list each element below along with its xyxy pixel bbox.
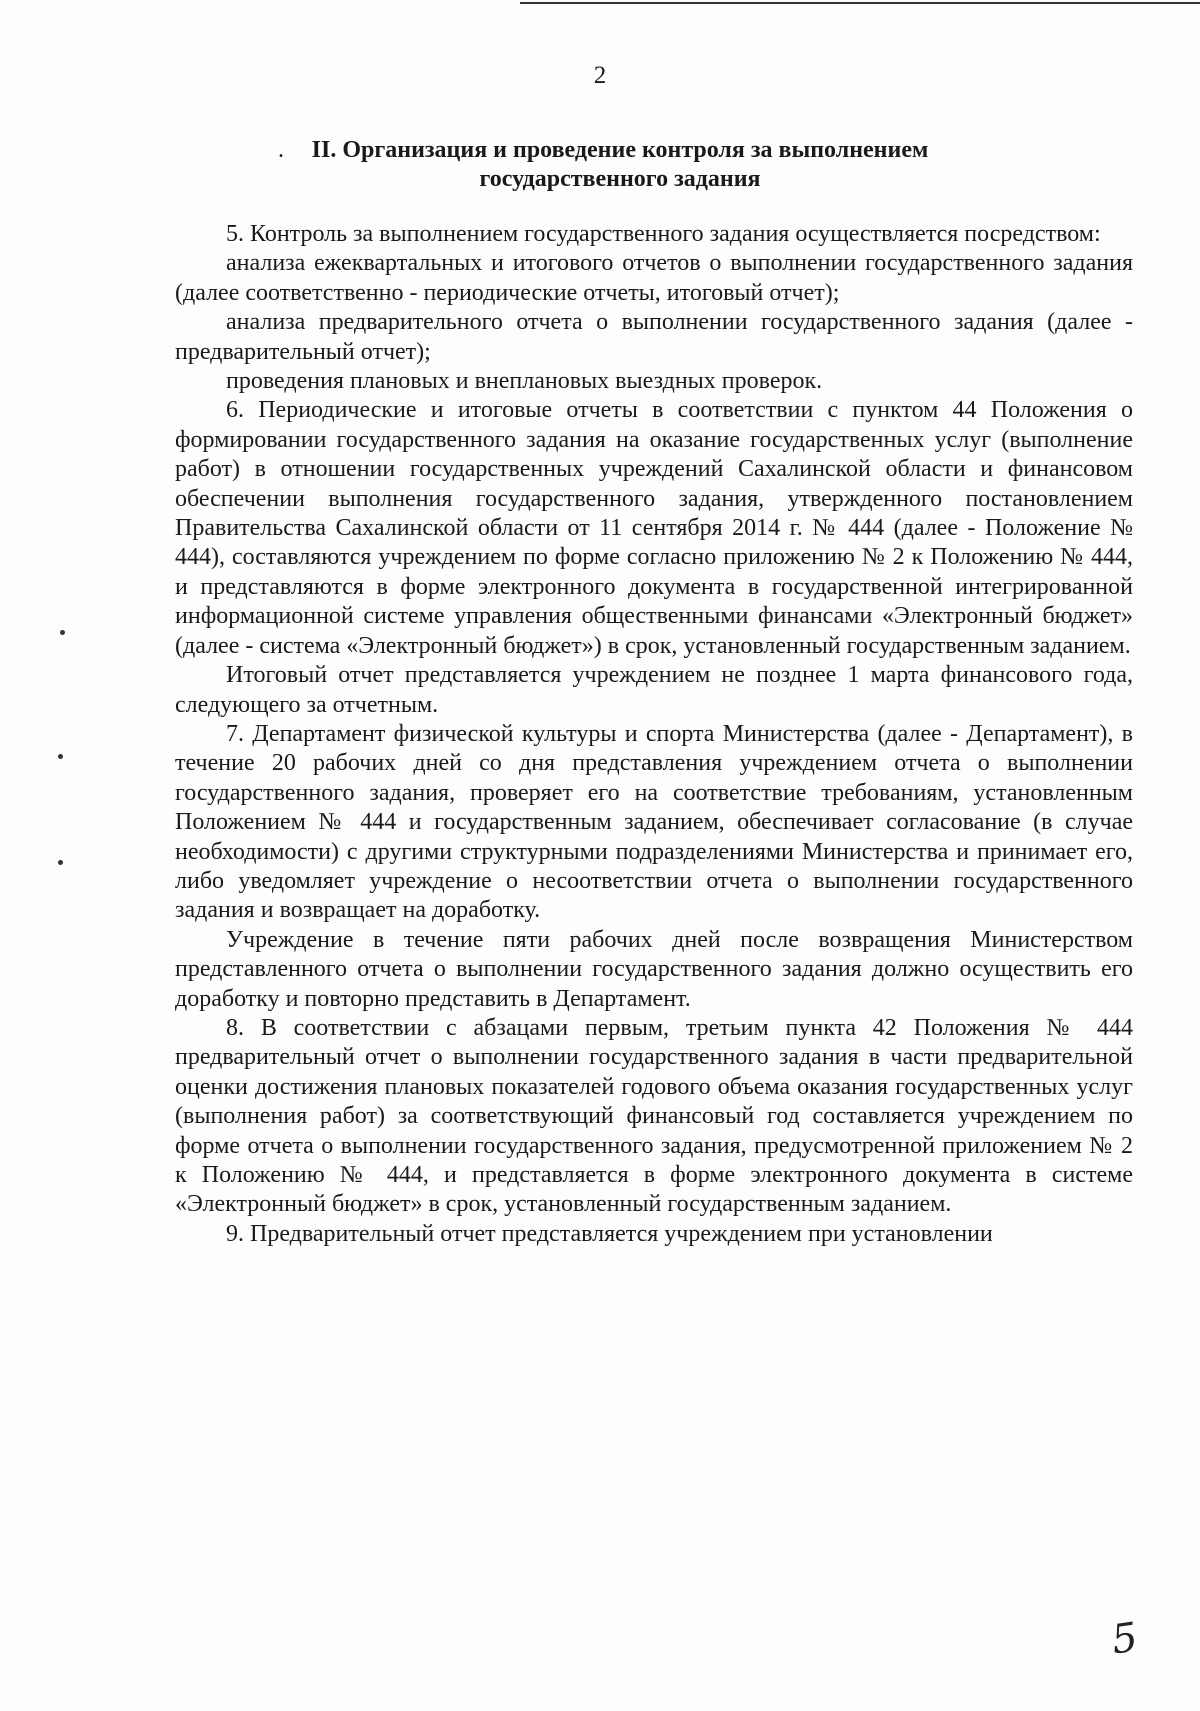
document-body bbox=[175, 220, 1133, 1249]
handwritten-page-mark: 5 bbox=[1108, 1614, 1141, 1664]
paragraph-6: 6. Периодические и итоговые отчеты в соответствии с пунктом 44 Положения о формировании государственного задания на оказание государственных услуг (выполнение работ) в отношении государственных учреждений Сахалинской области и финансовом обеспечении выполнения государственного задания, утвержденного постановлением Правительства Сахалинской области от 11 сентября 2014 г. № 444 (далее - Положение № 444), составляются учреждением по форме согласно приложению № 2 к Положению № 444, и представляются в форме электронного документа в государственной интегрированной информационной системе управления общественными финансами «Электронный бюджет» (далее - система «Электронный бюджет») в срок, установленный государственным заданием. bbox=[175, 397, 1133, 659]
heading-line-1: II. Организация и проведение контроля за выполнением bbox=[311, 137, 929, 163]
section-heading bbox=[270, 136, 970, 194]
paragraph-5-item-1: анализа ежеквартальных и итогового отчетов о выполнении государственного задания (далее соответственно - периодические отчеты, итоговый отчет); bbox=[175, 250, 1133, 306]
scan-speck bbox=[58, 860, 63, 865]
paragraph-7-continued: Учреждение в течение пяти рабочих дней после возвращения Министерством представленного отчета о выполнении государственного задания должно осуществить его доработку и повторно представить в Департамент. bbox=[175, 926, 1133, 1012]
heading-line-2: государственного задания bbox=[479, 166, 761, 192]
top-border-line bbox=[520, 2, 1200, 4]
paragraph-5-item-2: анализа предварительного отчета о выполнении государственного задания (далее - предварительный отчет); bbox=[175, 309, 1133, 365]
heading-dot: . bbox=[278, 137, 284, 163]
paragraph-8: 8. В соответствии с абзацами первым, третьим пункта 42 Положения № 444 предварительный отчет о выполнении государственного задания в части предварительной оценки достижения плановых показателей годового объема оказания государственных услуг (выполнения работ) за соответствующий финансовый год составляется учреждением по форме отчета о выполнении государственного задания, предусмотренной приложением № 2 к Положению № 444, и представляется в форме электронного документа в системе «Электронный бюджет» в срок, установленный государственным заданием. bbox=[175, 1014, 1133, 1218]
paragraph-7: 7. Департамент физической культуры и спорта Министерства (далее - Департамент), в течение 20 рабочих дней со дня представления учреждением отчета о выполнении государственного задания, проверяет его на соответствие требованиям, установленным Положением № 444 и государственным заданием, обеспечивает согласование (в случае необходимости) с другими структурными подразделениями Министерства и принимает его, либо уведомляет учреждение о несоответствии отчета о выполнении государственного задания и возвращает на доработку. bbox=[175, 720, 1133, 924]
paragraph-5-item-3: проведения плановых и внеплановых выездных проверок. bbox=[226, 368, 823, 395]
paragraph-5: 5. Контроль за выполнением государственного задания осуществляется посредством: bbox=[226, 221, 1101, 247]
scan-speck bbox=[60, 630, 65, 635]
paragraph-6-continued: Итоговый отчет представляется учреждением не позднее 1 марта финансового года, следующего за отчетным. bbox=[175, 662, 1133, 718]
scan-speck bbox=[58, 754, 63, 759]
page-number: 2 bbox=[593, 62, 607, 89]
paragraph-9: 9. Предварительный отчет представляется учреждением при установлении bbox=[226, 1220, 993, 1247]
